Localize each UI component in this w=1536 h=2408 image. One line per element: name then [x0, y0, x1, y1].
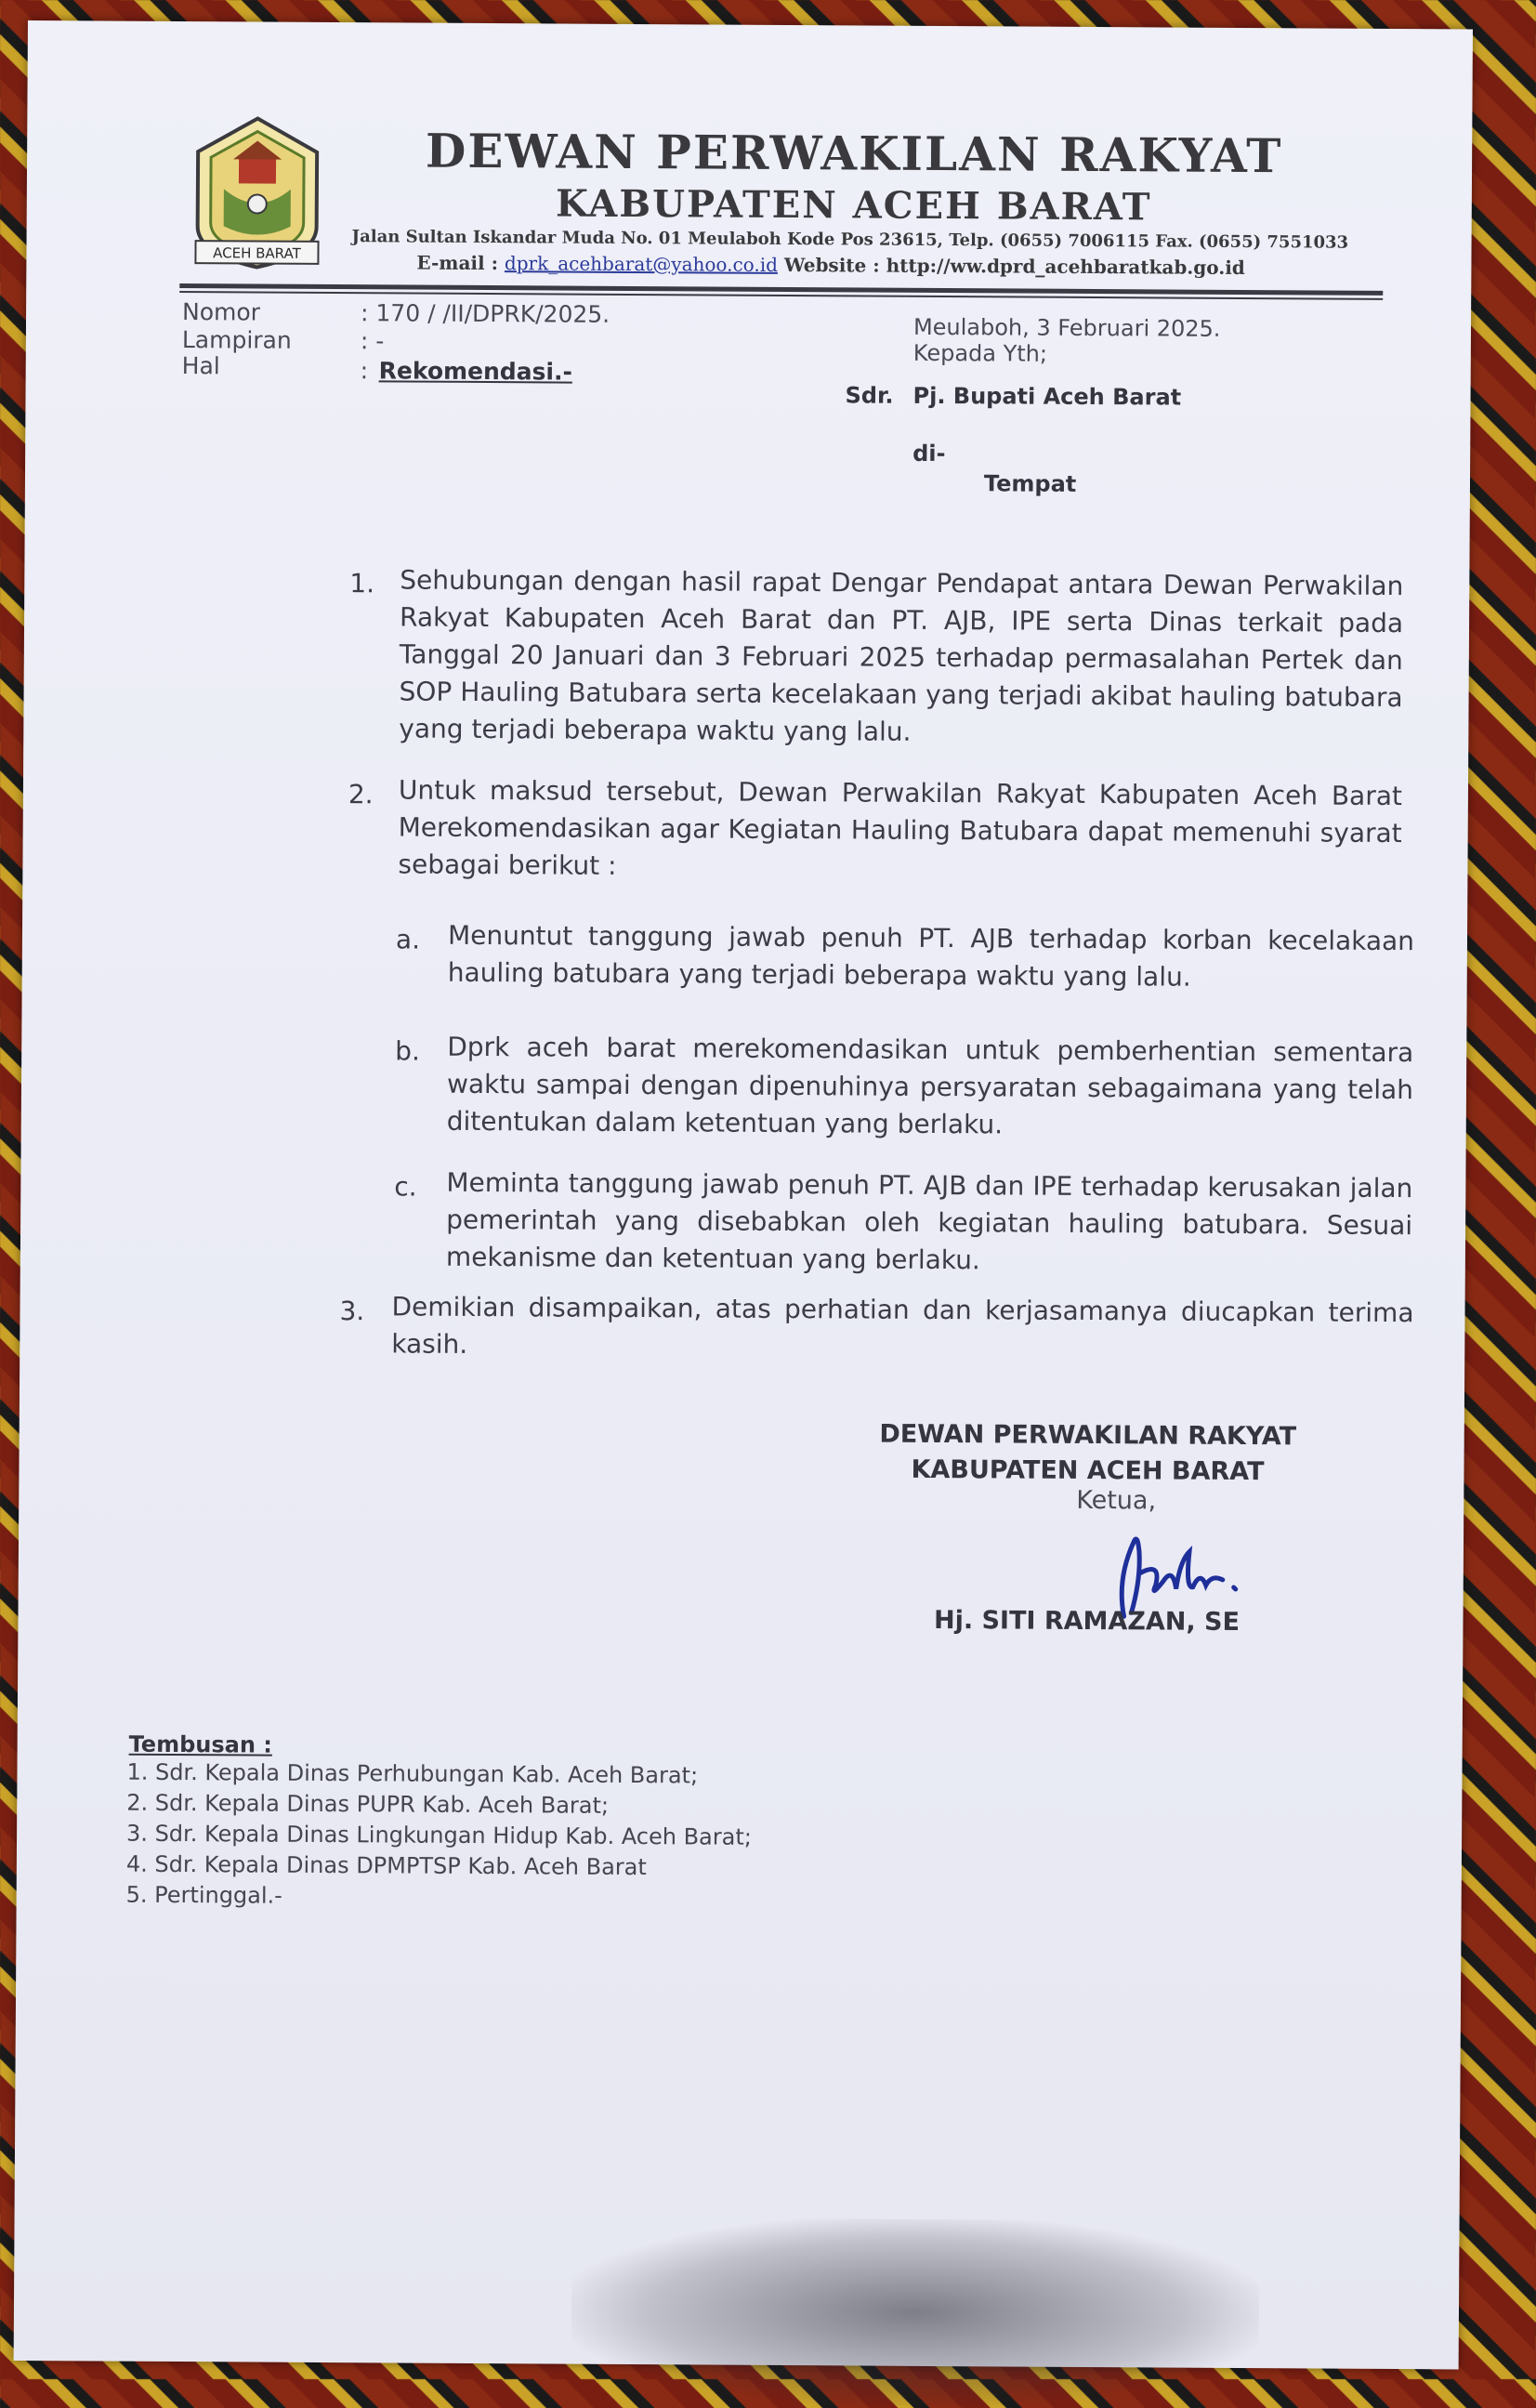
paragraph-1-number: 1.: [349, 568, 375, 599]
item-c: [446, 1165, 1413, 1282]
list-item: 4. Sdr. Kepala Dinas DPMPTSP Kab. Aceh Barat: [125, 1850, 647, 1881]
tembusan-list: [126, 1757, 753, 1915]
paragraph-3: [391, 1288, 1413, 1369]
kepada-yth: Kepada Yth;: [912, 339, 1048, 367]
recipient-name: Pj. Bupati Aceh Barat: [912, 382, 1182, 411]
list-item: 5. Pertinggal.-: [125, 1881, 282, 1909]
place-date: Meulaboh, 3 Februari 2025.: [912, 313, 1221, 342]
letter-paper: [14, 20, 1473, 2369]
recipient-tempat: Tempat: [983, 470, 1077, 497]
hal-value: Rekomendasi.-: [378, 357, 573, 386]
paragraph-1: [399, 561, 1403, 754]
item-a-text: Menuntut tanggung jawab penuh PT. AJB terhadap korban kecelakaan hauling batubara yang terjadi beberapa waktu yang lalu.: [447, 919, 1415, 993]
item-b-text: Dprk aceh barat merekomendasikan untuk pemberhentian sementara waktu sampai dengan dipenuhinya persyaratan sebagaimana yang telah ditentukan dalam ketentuan yang berlaku.: [446, 1031, 1414, 1140]
paragraph-1-text: Sehubungan dengan hasil rapat Dengar Pendapat antara Dewan Perwakilan Rakyat Kabupaten Aceh Barat dan PT. AJB, IPE serta Dinas terkait pada Tanggal 20 Januari dan 3 Februari 2025 terhadap permasalahan Pertek dan SOP Hauling Batubara serta kecelakaan yang terjadi akibat hauling batubara yang terjadi beberapa waktu yang lalu.: [399, 564, 1404, 747]
list-item: 2. Sdr. Kepala Dinas PUPR Kab. Aceh Barat;: [126, 1789, 610, 1819]
nomor-value: : 170 / /II/DPRK/2025.: [360, 299, 610, 328]
signatory-name: Hj. SITI RAMAZAN, SE: [933, 1605, 1241, 1637]
hal-colon: :: [360, 357, 369, 385]
item-b: [447, 1029, 1414, 1146]
logo-caption: ACEH BARAT: [213, 244, 301, 262]
paragraph-2-number: 2.: [348, 779, 374, 810]
lampiran-value: : -: [360, 327, 385, 355]
tembusan-title: Tembusan :: [128, 1730, 273, 1758]
website-text: Website : http://ww.dprd_acehbaratkab.go.id: [783, 253, 1245, 280]
paragraph-2: [398, 771, 1402, 889]
org-address: Jalan Sultan Iskandar Muda No. 01 Meulaboh Kode Pos 23615, Telp. (0655) 7006115 Fax. (0655) 7551033: [351, 227, 1349, 253]
recipient-sdr: Sdr.: [845, 382, 894, 409]
paragraph-3-text: Demikian disampaikan, atas perhatian dan kerjasamanya diucapkan terima kasih.: [391, 1291, 1414, 1360]
photo-shadow: [571, 2217, 1259, 2408]
lampiran-label: Lampiran: [181, 326, 292, 354]
item-b-number: b.: [395, 1035, 421, 1067]
org-subtitle: KABUPATEN ACEH BARAT: [555, 181, 1152, 230]
recipient-di: di-: [912, 440, 946, 467]
item-a-number: a.: [395, 924, 421, 955]
item-c-number: c.: [394, 1171, 417, 1203]
signature-org-line1: DEWAN PERWAKILAN RAKYAT: [879, 1419, 1297, 1452]
item-a: [448, 917, 1414, 997]
paragraph-2-text: Untuk maksud tersebut, Dewan Perwakilan Rakyat Kabupaten Aceh Barat Merekomendasikan agar Kegiatan Hauling Batubara dapat memenuhi syarat sebagai berikut :: [398, 774, 1403, 881]
email-label: E-mail :: [416, 251, 499, 275]
paragraph-3-number: 3.: [339, 1296, 365, 1327]
email-link[interactable]: dprk_acehbarat@yahoo.co.id: [504, 252, 779, 276]
nomor-label: Nomor: [181, 298, 261, 326]
aceh-barat-emblem-icon: [186, 114, 328, 271]
signature-org-line2: KABUPATEN ACEH BARAT: [911, 1454, 1265, 1487]
list-item: 1. Sdr. Kepala Dinas Perhubungan Kab. Aceh Barat;: [126, 1758, 699, 1789]
signature-role: Ketua,: [1076, 1485, 1157, 1516]
item-c-text: Meminta tanggung jawab penuh PT. AJB dan IPE terhadap kerusakan jalan pemerintah yang disebabkan oleh kegiatan hauling batubara. Sesuai mekanisme dan ketentuan yang berlaku.: [445, 1166, 1413, 1276]
org-contact: [416, 252, 1401, 280]
org-title: DEWAN PERWAKILAN RAKYAT: [425, 123, 1283, 184]
list-item: 3. Sdr. Kepala Dinas Lingkungan Hidup Kab. Aceh Barat;: [126, 1820, 752, 1850]
hal-label: Hal: [181, 352, 220, 380]
